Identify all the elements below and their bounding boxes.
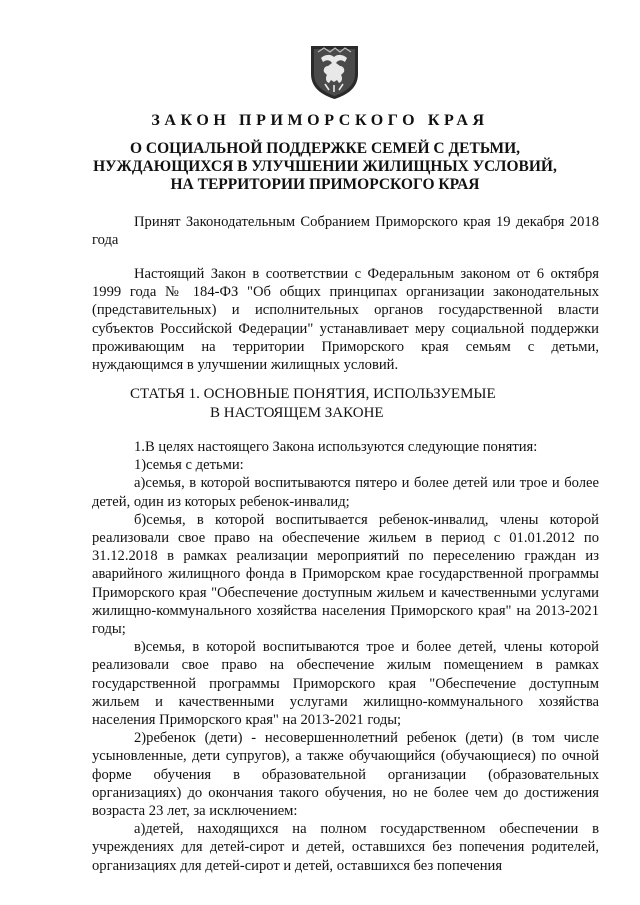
paragraph: в)семья, в которой воспитываются трое и более детей, члены которой реализовали свое право на обеспечение жилым помещением в рамках государственной программы Приморского края "Обеспечение доступным жильем и качественными услугами жилищно-коммунального хозяйства населения Приморского края" на 2013-2021 годы;	[92, 639, 599, 729]
subtitle-line: НУЖДАЮЩИХСЯ В УЛУЧШЕНИИ ЖИЛИЩНЫХ УСЛОВИЙ,	[93, 158, 557, 175]
article-title-line: В НАСТОЯЩЕМ ЗАКОНЕ	[210, 404, 384, 421]
adoption-statement	[92, 213, 599, 249]
paragraph: а)детей, находящихся на полном государственном обеспечении в учреждениях для детей-сирот и детей, оставшихся без попечения родителей, организациях для детей-сирот и детей, оставшихся без попечения	[92, 821, 599, 874]
law-title: ЗАКОН ПРИМОРСКОГО КРАЯ	[151, 112, 489, 129]
article-1-body	[92, 438, 599, 875]
subtitle-line: О СОЦИАЛЬНОЙ ПОДДЕРЖКЕ СЕМЕЙ С ДЕТЬМИ,	[129, 140, 521, 157]
paragraph: а)семья, в которой воспитываются пятеро и более детей или трое и более детей, один из которых ребенок-инвалид;	[92, 475, 599, 510]
paragraph: 2)ребенок (дети) - несовершеннолетний ребенок (дети) (в том числе усыновленные, дети супругов), а также обучающийся (обучающиеся) по очной форме обучения в образовательной организации (образовательных организациях) до окончания такого обучения, но не более чем до достижения возраста 23 лет, за исключением:	[92, 730, 599, 820]
article-1-title	[130, 385, 550, 422]
law-subtitle	[60, 140, 590, 194]
paragraph: 1.В целях настоящего Закона используются следующие понятия:	[134, 439, 538, 455]
subtitle-line: НА ТЕРРИТОРИИ ПРИМОРСКОГО КРАЯ	[170, 176, 480, 193]
preamble	[92, 265, 599, 374]
paragraph: б)семья, в которой воспитывается ребенок-инвалид, члены которой реализовали свое право на обеспечение жильем в период с 01.01.2012 по 31.12.2018 в рамках реализации мероприятий по переселению граждан из аварийного жилищного фонда в Приморском крае государственной программы Приморского края "Обеспечение доступным жильем и качественными услугами жилищно-коммунального хозяйства населения Приморского края" на 2013-2021 годы;	[92, 511, 599, 638]
adoption-text: Принят Законодательным Собранием Приморского края 19 декабря 2018 года	[92, 214, 599, 249]
preamble-text: Настоящий Закон в соответствии с Федеральным законом от 6 октября 1999 года № 184-ФЗ "Об общих принципах организации законодательных (представительных) и исполнительных органов государственной власти субъектов Российской Федерации" устанавливает меру социальной поддержки проживающим на территории Приморского края семьям с детьми, нуждающимся в улучшении жилищных условий.	[92, 266, 599, 374]
article-title-line: СТАТЬЯ 1. ОСНОВНЫЕ ПОНЯТИЯ, ИСПОЛЬЗУЕМЫЕ	[130, 386, 496, 402]
paragraph: 1)семья с детьми:	[134, 457, 244, 474]
primorsky-krai-coat-of-arms-icon	[307, 44, 362, 100]
